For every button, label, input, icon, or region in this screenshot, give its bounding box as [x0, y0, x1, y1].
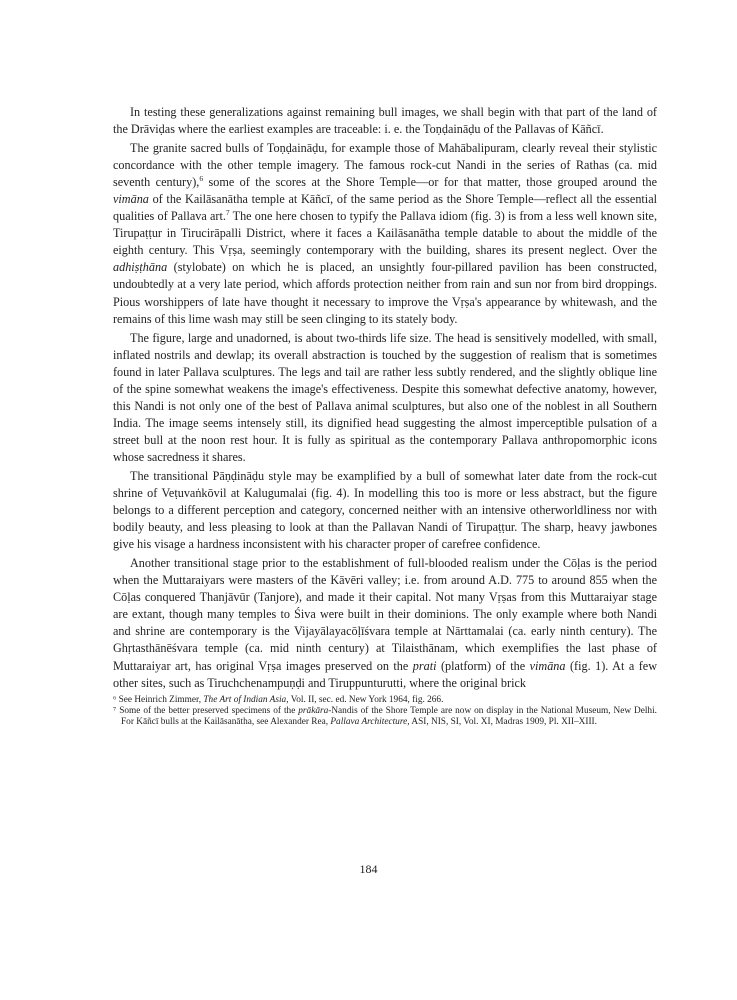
body-text	[113, 104, 657, 692]
paragraph: Another transitional stage prior to the establishment of full-blooded realism under the Cōḷas is the period when the Muttaraiyars were masters of the Kāvēri valley; i.e. from around A.D. 775 to around 855 when the Cōḷas conquered Thanjāvūr (Tanjore), and made it their capital. Not many Vṛṣas from this Muttaraiyar stage are extant, though many temples to Śiva were built in their dominions. The only example where both Nandi and shrine are contemporary is the Vijayālayacōḷīśvara temple at Nārttamalai (ca. early ninth century). The Ghṛtasthānēśvara temple (ca. mid ninth century) at Tilaisthānam, which exemplifies the last phase of Muttaraiyar art, has original Vṛṣa images preserved on the prati (platform) of the vimāna (fig. 1). At a few other sites, such as Tiruchchenampuṇḍi and Tiruppunturutti, where the original brick	[113, 556, 658, 690]
italic-term: Pallava Architecture	[330, 717, 408, 728]
footnotes	[113, 695, 657, 729]
italic-term: prākāra	[298, 706, 329, 716]
italic-term: The Art of Indian Asia	[203, 694, 287, 705]
italic-term: vimāna	[529, 658, 566, 673]
footnote: ⁶ See Heinrich Zimmer, The Art of Indian Asia, Vol. II, sec. ed. New York 1964, fig. 266.	[113, 694, 444, 705]
paragraph: The granite sacred bulls of Toṇḍaināḍu, for example those of Mahābalipuram, clearly reveal their stylistic concordance with the other temple imagery. The famous rock-cut Nandi in the series of Rathas (ca. mid seventh century),$^6$ some of the scores at the Shore Temple—or for that matter, those grouped around the vimāna of the Kailāsanātha temple at Kāñcī, of the same period as the Shore Temple—reflect all the essential qualities of Pallava art.$^7$ The one here chosen to typify the Pallava idiom (fig. 3) is from a less well known site, Tirupaṭṭur in Tirucirāpalli District, where it faces a Kailāsanātha temple datable to about the middle of the eighth century. This Vṛṣa, seemingly contemporary with the building, shares its present neglect. Over the adhiṣṭhāna (stylobate) on which he is placed, an unsightly four-pillared pavilion has been constructed, undoubtedly at a very late period, which affords protection neither from rain and sun nor from bird droppings. Pious worshippers of late have thought it necessary to improve the Vṛṣa's appearance by whitewash, and the remains of this lime wash may still be seen clinging to its stately body.	[113, 141, 657, 326]
footnote: ⁷ Some of the better preserved specimens of the prākāra-Nandis of the Shore Temple are now on display in the National Museum, New Delhi. For Kāñcī bulls at the Kailāsanātha, see Alexander Rea, Pallava Architecture, ASI, NIS, SI, Vol. XI, Madras 1909, Pl. XII–XIII.	[113, 706, 657, 728]
paragraph: In testing these generalizations against remaining bull images, we shall begin with that part of the land of the Drāviḍas where the earliest examples are traceable: i. e. the Toṇḍaināḍu of the Pallavas of Kāñcī.	[113, 105, 657, 137]
footnote-ref: 7	[225, 208, 230, 218]
italic-term: vimāna	[113, 192, 149, 207]
paragraph: The transitional Pāṇḍināḍu style may be examplified by a bull of somewhat later date from the rock-cut shrine of Veṭuvaṅkōvil at Kalugumalai (fig. 4). In modelling this too is more or less abstract, but the figure belongs to a different perception and category, concerned neither with an intensive otherworldliness nor with bodily beauty, and less pleasing to look at than the Pallavan Nandi of Tirupaṭṭur. The sharp, heavy jawbones give his visage a hardness inconsistent with his character proper of carefree confidence.	[113, 468, 657, 552]
footnote-ref: 6	[199, 174, 204, 184]
italic-term: prati	[412, 658, 437, 673]
page-number: 184	[359, 862, 378, 876]
italic-term: adhiṣṭhāna	[113, 260, 168, 275]
paragraph: The figure, large and unadorned, is about two-thirds life size. The head is sensitively modelled, with small, inflated nostrils and dewlap; its overall abstraction is touched by the suggestion of realism that is sometimes found in later Pallava sculptures. The legs and tail are rather less subtly rendered, and the slightly oblique line of the spine somewhat weakens the image's effectiveness. Despite this somewhat defective anatomy, however, this Nandi is not only one of the best of Pallava animal sculptures, but also one of the noblest in all Southern India. The image seems intensely still, its dignified head suggesting the almost imperceptible pulsation of a street bull at the noon rest hour. It is fully as spiritual as the contemporary Pallava anthropomorphic icons whose sacredness it shares.	[113, 330, 657, 464]
